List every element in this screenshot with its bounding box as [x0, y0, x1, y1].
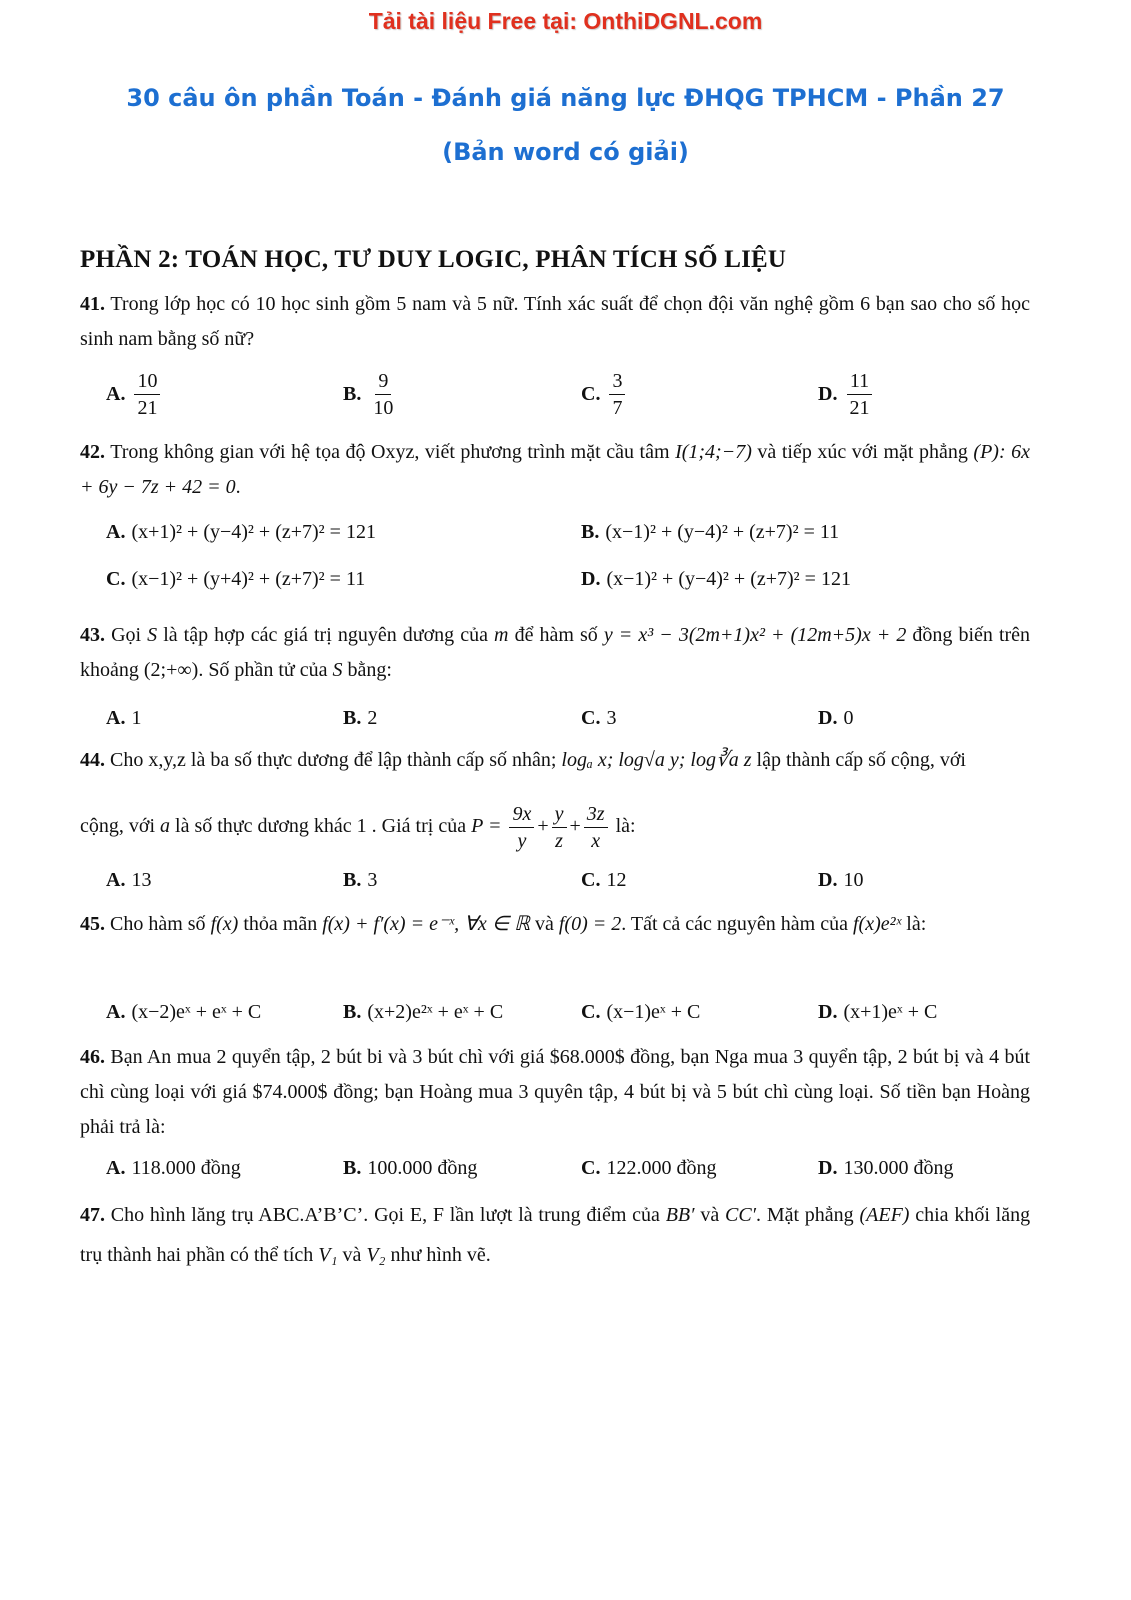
option-b: B. $\frac{9}{10}$ — [343, 366, 399, 422]
question-43-options — [106, 696, 1030, 740]
option-a: A. (x−2)eˣ + eˣ + C — [106, 1000, 262, 1023]
option-d: D. (x−1)² + (y−4)² + (z+7)² = 121 — [581, 567, 851, 590]
option-d: D. $\frac{11}{21}$ — [818, 366, 875, 422]
question-44-line1: 44. Cho x,y,z là ba số thực dương để lập thành cấp số nhân; logₐ x; log√a y; log∛a z lập thành cấp số cộng, với — [80, 749, 966, 771]
option-d: D. 0 — [818, 706, 854, 729]
question-44-options — [106, 858, 1030, 902]
question-46: 46. Bạn An mua 2 quyển tập, 2 bút bi và 3 bút chì với giá $68.000$ đồng, bạn Nga mua 3 quyển tập, 2 bút bị và 4 bút chì cùng loại với giá $74.000$ đồng; bạn Hoàng mua 3 quyên tập, 4 bút bị và 5 bút chì cùng loại. Số tiền bạn Hoàng phải trả là: — [80, 1046, 1030, 1138]
option-c: C. 122.000 đồng — [581, 1156, 717, 1179]
option-d: D. 130.000 đồng — [818, 1156, 954, 1179]
option-c: C. 12 — [581, 868, 627, 891]
option-c: C. (x−1)eˣ + C — [581, 1000, 701, 1023]
fraction: $\frac{y}{z}$ — [552, 803, 567, 852]
source-banner[interactable]: Tải tài liệu Free tại: OnthiDGNL.com — [368, 8, 763, 34]
option-a: A. 1 — [106, 706, 142, 729]
question-46-options — [106, 1146, 1030, 1190]
option-a: A. 118.000 đồng — [106, 1156, 241, 1179]
option-d: D. (x+1)eˣ + C — [818, 1000, 938, 1023]
question-43: 43. Gọi S là tập hợp các giá trị nguyên dương của m để hàm số y = x³ − 3(2m+1)x² + (12m+5)x + 2 đồng biến trên khoảng (2;+∞). Số phần tử của S bằng: — [80, 624, 1031, 681]
option-d: D. 10 — [818, 868, 864, 891]
question-41: 41. Trong lớp học có 10 học sinh gồm 5 nam và 5 nữ. Tính xác suất để chọn đội văn nghệ gồm 6 bạn sao cho số học sinh nam bằng số nữ? — [80, 293, 1031, 350]
option-a: A. $\frac{10}{21}$ — [106, 366, 163, 422]
option-c: C. (x−1)² + (y+4)² + (z+7)² = 11 — [106, 567, 366, 590]
question-45: 45. Cho hàm số f(x) thỏa mãn f(x) + f′(x) = e⁻ˣ, ∀x ∈ ℝ và f(0) = 2. Tất cả các nguyên hàm của f(x)e²ˣ là: — [80, 913, 927, 935]
question-42-options-row2 — [106, 557, 1030, 601]
question-44-line2: cộng, với a là số thực dương khác 1 . Giá trị của P = $\frac{9x}{y}$ + $\frac{y}{z}$ + $\frac{3z}{x}$ là: — [80, 802, 636, 852]
fraction: $\frac{10}{21}$ — [134, 370, 160, 419]
option-a: A. 13 — [106, 868, 152, 891]
option-b: B. 100.000 đồng — [343, 1156, 478, 1179]
option-c: C. 3 — [581, 706, 617, 729]
document-subtitle: (Bản word có giải) — [442, 138, 689, 166]
question-41-options — [106, 366, 1030, 422]
option-b: B. 2 — [343, 706, 378, 729]
fraction: $\frac{11}{21}$ — [846, 370, 872, 419]
document-title: 30 câu ôn phần Toán - Đánh giá năng lực ĐHQG TPHCM - Phần 27 — [126, 84, 1005, 112]
option-b: B. 3 — [343, 868, 378, 891]
question-42: 42. Trong không gian với hệ tọa độ Oxyz, viết phương trình mặt cầu tâm I(1;4;−7) và tiếp xúc với mặt phẳng (P): 6x + 6y − 7z + 42 = 0. — [80, 441, 1031, 498]
question-45-options — [106, 990, 1030, 1034]
section-title: PHẦN 2: TOÁN HỌC, TƯ DUY LOGIC, PHÂN TÍCH SỐ LIỆU — [80, 246, 787, 273]
question-47: 47. Cho hình lăng trụ ABC.A’B’C’. Gọi E, F lần lượt là trung điểm của BB′ và CC′. Mặt phẳng (AEF) chia khối lăng trụ thành hai phần có thể tích V₁ và V₂ như hình vẽ. — [80, 1204, 1031, 1266]
option-b: B. (x−1)² + (y−4)² + (z+7)² = 11 — [581, 520, 840, 543]
question-42-options-row1 — [106, 510, 1030, 554]
option-a: A. (x+1)² + (y−4)² + (z+7)² = 121 — [106, 520, 376, 543]
fraction: $\frac{3z}{x}$ — [584, 803, 608, 852]
formula-prefix: cộng, với — [80, 815, 156, 837]
option-c: C. $\frac{3}{7}$ — [581, 366, 628, 422]
option-b: B. (x+2)e²ˣ + eˣ + C — [343, 1000, 504, 1023]
fraction: $\frac{9x}{y}$ — [509, 803, 534, 852]
fraction: $\frac{9}{10}$ — [373, 369, 394, 419]
fraction: $\frac{3}{7}$ — [609, 370, 625, 419]
